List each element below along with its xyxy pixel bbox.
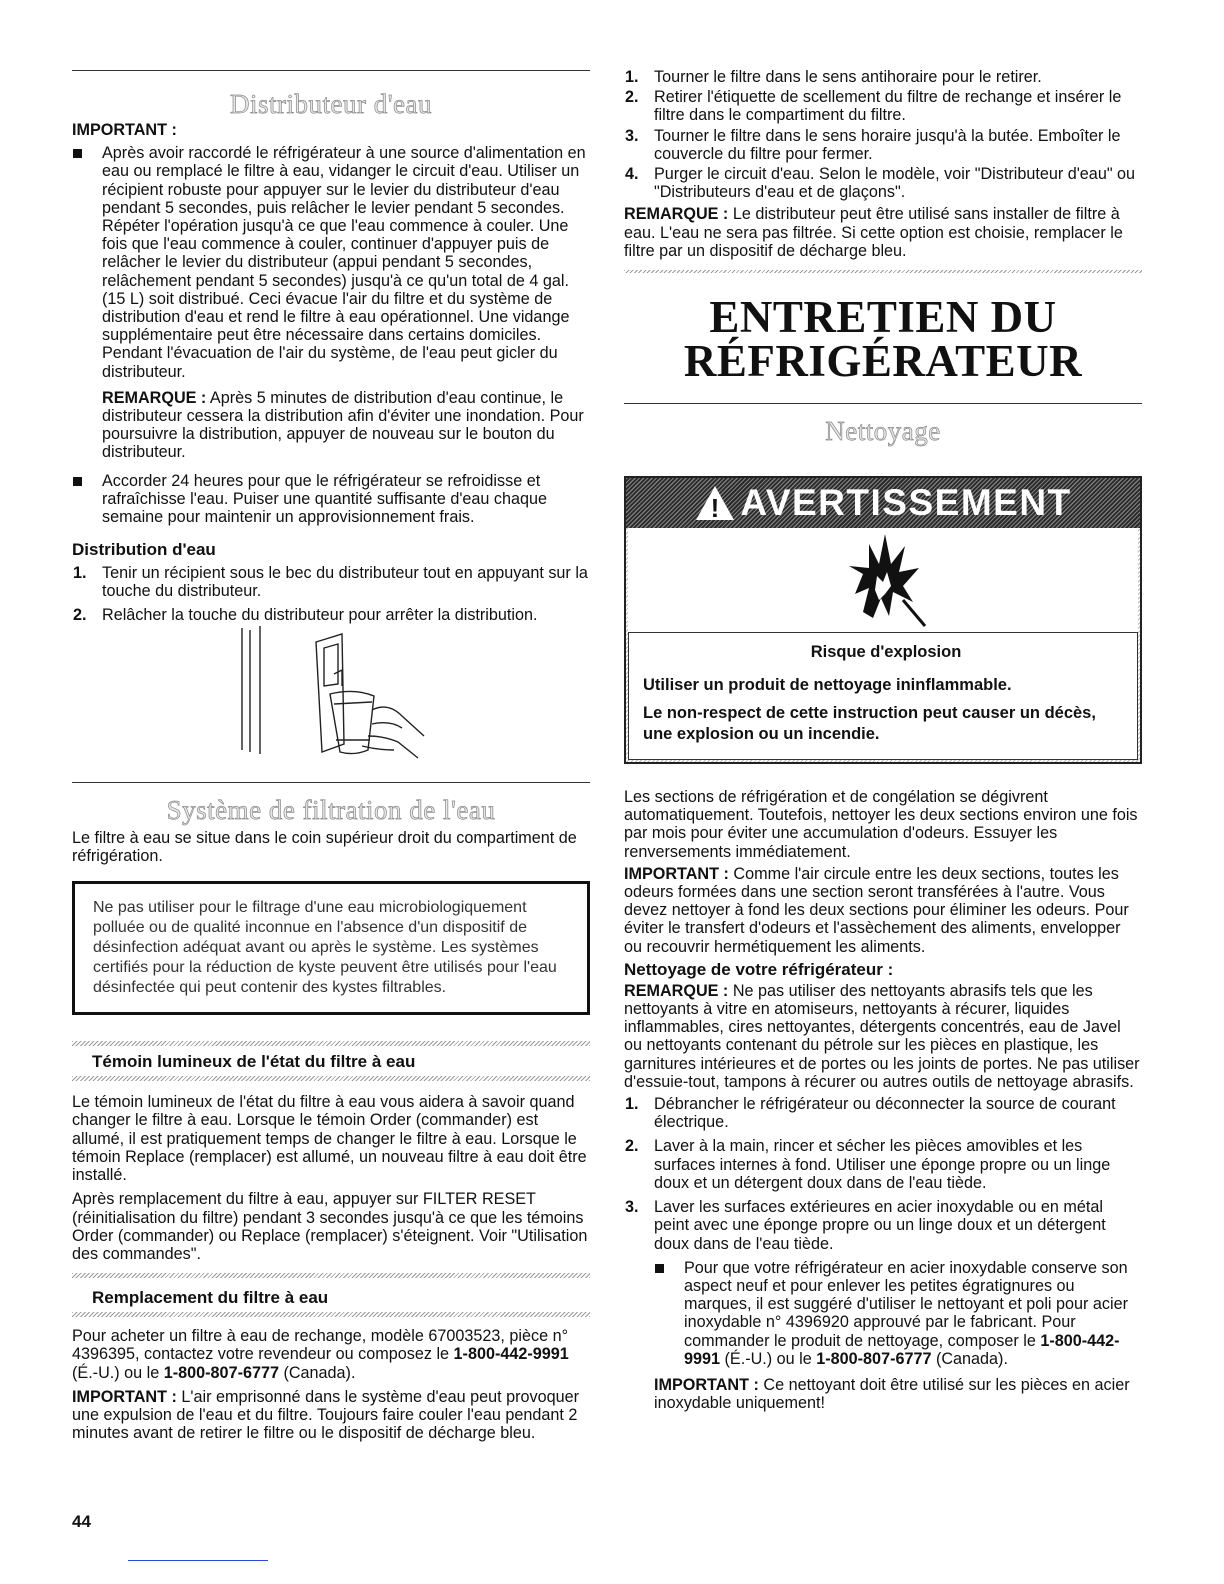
bullet-icon (73, 149, 82, 158)
step-text: Tourner le filtre dans le sens antihoraire pour le retirer. (654, 68, 1042, 86)
phone-us: 1-800-442-9991 (684, 1331, 1120, 1368)
replacement-heading: Remplacement du filtre à eau (92, 1288, 329, 1308)
warning-risk: Risque d'explosion (810, 643, 962, 662)
warning-body (628, 632, 1138, 760)
warning-line: Utiliser un produit de nettoyage ininflammable. (643, 676, 1012, 695)
bullet-icon (655, 1264, 664, 1273)
distribution-heading: Distribution d'eau (72, 540, 216, 560)
step-text: Tenir un récipient sous le bec du distributeur tout en appuyant sur la touche du distributeur. (102, 564, 588, 601)
remarque-text: Après 5 minutes de distribution d'eau continue, le distributeur cessera la distribution afin d'éviter une inondation. Pour poursuivre la distribution, appuyer de nouveau sur le bouton du distributeur. (102, 388, 584, 462)
remarque-label: REMARQUE : (102, 388, 207, 407)
list-item: Pour que votre réfrigérateur en acier inoxydable conserve son aspect neuf et pour enlever les petites égratignures ou marques, il est suggéré d'utiliser le nettoyant et poli pour acier inoxydable n° 4396920 approuvé par le fabricant. Pour commander le produit de nettoyage, composer le 1-800-442-9991 (É.-U.) ou le 1-800-807-6777 (Canada). (654, 1259, 1142, 1368)
important-paragraph: IMPORTANT : L'air emprisonné dans le système d'eau peut provoquer une expulsion de l'eau et du filtre. Toujours faire couler l'eau pendant 2 minutes avant de retirer le filtre ou le dispositif de décharge bleu. (72, 1387, 580, 1443)
hatch-divider (72, 1076, 590, 1081)
filtration-text: Le filtre à eau se situe dans le coin supérieur droit du compartiment de réfrigération. (72, 828, 577, 866)
step-text: Laver les surfaces extérieures en acier inoxydable ou en métal peint avec une éponge propre ou un linge doux et un détergent doux dans de l'eau tiède. (654, 1198, 1106, 1253)
main-title-line: ENTRETIEN DU (709, 292, 1057, 343)
remarque-label: REMARQUE : (624, 205, 729, 224)
replacement-paragraph: Pour acheter un filtre à eau de rechange, modèle 67003523, pièce n° 4396395, contactez votre revendeur ou composez le 1-800-442-9991 (É.-U.) ou le 1-800-807-6777 (Canada). (72, 1327, 569, 1382)
filtration-note-box (72, 881, 590, 1015)
phone-us: 1-800-442-9991 (453, 1345, 569, 1364)
section-rule (624, 403, 1142, 404)
step-text: Laver à la main, rincer et sécher les pièces amovibles et les surfaces internes à fond. Utiliser une éponge propre ou un linge doux et un détergent doux dans de l'eau tiède. (654, 1137, 1111, 1192)
clean-fridge-heading: Nettoyage de votre réfrigérateur : (624, 959, 894, 979)
cleaning-paragraph: Les sections de réfrigération et de congélation se dégivrent automatiquement. Toutefois, nettoyer les deux sections environ une fois par mois pour éviter une accumulation d'odeurs. Essuyer les renversements immédiatement. (624, 788, 1138, 861)
filtration-title: Système de filtration de l'eau (166, 794, 496, 825)
important-label: IMPORTANT : (654, 1375, 759, 1394)
warning-line: Le non-respect de cette instruction peut causer un décès, une explosion ou un incendie. (643, 704, 1096, 744)
explosion-icon-area (628, 528, 1138, 632)
section-rule (72, 782, 590, 783)
list-item (72, 144, 590, 381)
step-text: Purger le circuit d'eau. Selon le modèle, voir "Distributeur d'eau" ou "Distributeurs d'eau et de glaçons". (654, 165, 1136, 202)
bullet-text: Après avoir raccordé le réfrigérateur à une source d'alimentation en eau ou remplacé le filtre à eau, vidanger le circuit d'eau. Utiliser un récipient robuste pour appuyer sur le levier du distributeur d'eau pendant 5 secondes, puis relâcher le levier pendant 5 secondes. Répéter l'opération jusqu'à ce que l'eau commence à couler. Une fois que l'eau commence à couler, continuer d'appuyer puis de relâcher le levier du distributeur (appui pendant 5 secondes, relâchement pendant 5 secondes) jusqu'à ce qu'un total de 4 gal. (15 L) soit distribué. Ceci évacue l'air du filtre et du système de distribution d'eau et rend le filtre à eau opérationnel. Une vidange supplémentaire peut être nécessaire dans certains domiciles. Pendant l'évacuation de l'air du système, de l'eau peut gicler du distributeur. (102, 144, 586, 381)
right-column (624, 68, 1142, 1412)
step-text: Relâcher la touche du distributeur pour arrêter la distribution. (102, 605, 538, 624)
indicator-heading: Témoin lumineux de l'état du filtre à eau (92, 1052, 416, 1072)
warning-label: AVERTISSEMENT (740, 482, 1072, 524)
indicator-paragraph: Après remplacement du filtre à eau, appuyer sur FILTER RESET (réinitialisation du filtre) pendant 3 secondes jusqu'à ce que les témoins Order (commander) ou Replace (remplacer) s'éteignent. Voir "Utilisation des commandes". (72, 1190, 588, 1263)
step-text: Tourner le filtre dans le sens horaire jusqu'à la butée. Emboîter le couvercle du filtre pour fermer. (654, 126, 1121, 163)
section-rule (72, 70, 590, 71)
warning-triangle-icon (694, 484, 736, 522)
remarque-paragraph (102, 389, 590, 462)
dispenser-illustration (72, 624, 590, 780)
important-label: IMPORTANT : (72, 121, 177, 139)
list-item: 3. Tourner le filtre dans le sens horaire jusqu'à la butée. Emboîter le couvercle du filtre pour fermer. (625, 126, 1121, 163)
remarque-paragraph: REMARQUE : Le distributeur peut être utilisé sans installer de filtre à eau. L'eau ne sera pas filtrée. Si cette option est choisie, remplacer le filtre par un dispositif de décharge bleu. (624, 205, 1123, 260)
important-label: IMPORTANT : (72, 1387, 177, 1406)
list-item: 3. Laver les surfaces extérieures en acier inoxydable ou en métal peint avec une éponge propre ou un linge doux et un détergent doux dans de l'eau tiède. (625, 1198, 1106, 1253)
hatch-divider (72, 1312, 590, 1317)
cleaning-title: Nettoyage (825, 416, 941, 447)
warning-box (624, 476, 1142, 764)
hatch-divider (72, 1273, 590, 1278)
list-item: 1. Débrancher le réfrigérateur ou déconnecter la source de courant électrique. (625, 1095, 1116, 1132)
bullet-text: Accorder 24 heures pour que le réfrigérateur se refroidisse et rafraîchisse l'eau. Puiser une quantité suffisante d'eau chaque semaine pour maintenir un approvisionnement frais. (102, 471, 548, 527)
indicator-paragraph: Le témoin lumineux de l'état du filtre à eau vous aidera à savoir quand changer le filtre à eau. Lorsque le témoin Order (commander) est allumé, il est pratiquement temps de changer le filtre à eau. Lorsque le témoin Replace (remplacer) est allumé, un nouveau filtre à eau doit être installé. (72, 1093, 587, 1185)
page-number: 44 (72, 1512, 91, 1531)
main-title-line: RÉFRIGÉRATEUR (683, 336, 1083, 387)
important-paragraph: IMPORTANT : Ce nettoyant doit être utilisé sur les pièces en acier inoxydable uniquement! (654, 1375, 1130, 1413)
remarque-label: REMARQUE : (624, 981, 729, 1000)
step-text: Retirer l'étiquette de scellement du filtre de rechange et insérer le filtre dans le compartiment du filtre. (654, 88, 1122, 125)
list-item: 2. Retirer l'étiquette de scellement du filtre de rechange et insérer le filtre dans le compartiment du filtre. (625, 88, 1122, 125)
boxed-note-text: Ne pas utiliser pour le filtrage d'une eau microbiologiquement polluée ou de qualité inconnue en l'absence d'un dispositif de désinfection adéquat avant ou après le système. Les systèmes certifiés pour la réduction de kyste peuvent être utilisés pour l'eau désinfectée qui peut contenir des kystes filtrables. (93, 899, 557, 997)
list-item: 2. Laver à la main, rincer et sécher les pièces amovibles et les surfaces internes à fond. Utiliser une éponge propre ou un linge doux et un détergent doux dans de l'eau tiède. (625, 1137, 1111, 1192)
list-item: 1. Tourner le filtre dans le sens antihoraire pour le retirer. (625, 68, 1042, 86)
left-column (72, 70, 590, 1442)
important-label: IMPORTANT : (624, 864, 729, 883)
remarque-paragraph: REMARQUE : Ne pas utiliser des nettoyants abrasifs tels que les nettoyants à vitre en atomiseurs, nettoyants à récurer, liquides inflammables, cires nettoyantes, détergents concentrés, eau de Javel ou nettoyants contenant du pétrole sur les pièces en plastique, les garnitures intérieures et de portes ou les joints de portes. Ne pas utiliser d'essuie-tout, tampons à récurer ou autres outils de nettoyage abrasifs. (624, 981, 1140, 1091)
explosion-icon (833, 530, 933, 630)
important-paragraph: IMPORTANT : Comme l'air circule entre les deux sections, toutes les odeurs formées dans une section seront transférées à l'autre. Vous devez nettoyer à fond les deux sections pour éliminer les odeurs. Pour éviter le transfert d'odeurs et l'assèchement des aliments, envelopper ou recouvrir hermétiquement les aliments. (624, 864, 1129, 956)
warning-header (626, 478, 1140, 528)
phone-canada: 1-800-807-6777 (163, 1363, 279, 1382)
list-item: 2. Relâcher la touche du distributeur pour arrêter la distribution. (73, 605, 538, 624)
footer-link-line (128, 1560, 268, 1561)
main-title (624, 292, 1142, 387)
list-item: 4. Purger le circuit d'eau. Selon le modèle, voir "Distributeur d'eau" ou "Distributeurs d'eau et de glaçons". (625, 165, 1136, 202)
list-item: 1. Tenir un récipient sous le bec du distributeur tout en appuyant sur la touche du distributeur. (73, 564, 588, 601)
step-text: Débrancher le réfrigérateur ou déconnecter la source de courant électrique. (654, 1095, 1116, 1132)
svg-text:!: ! (711, 493, 720, 523)
hatch-divider (72, 1041, 590, 1046)
bullet-icon (73, 477, 82, 486)
phone-canada: 1-800-807-6777 (816, 1349, 932, 1368)
hatch-divider (624, 270, 1142, 273)
water-dispenser-title: Distributeur d'eau (229, 89, 433, 119)
list-item (72, 472, 590, 527)
